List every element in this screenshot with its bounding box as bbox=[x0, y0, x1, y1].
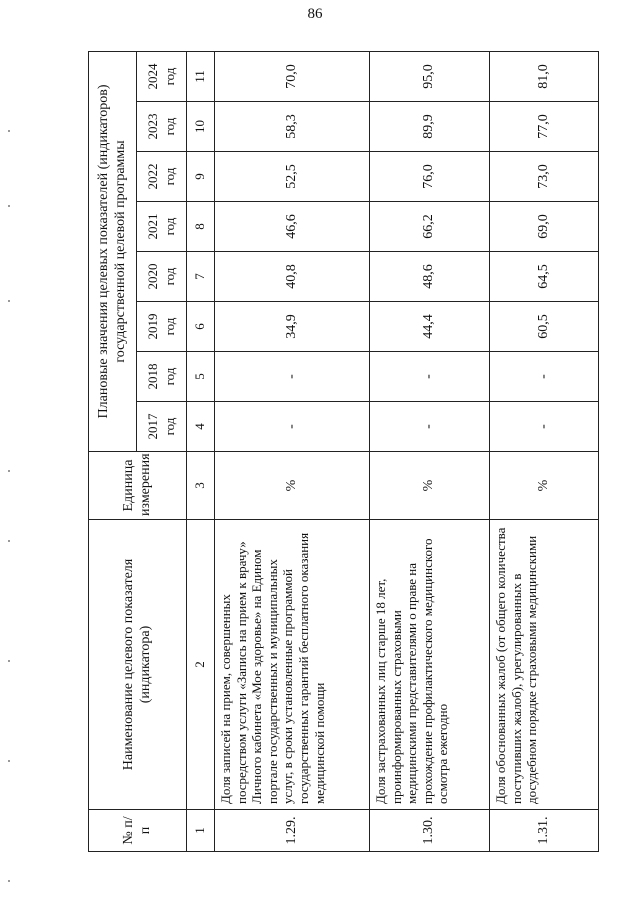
table-row bbox=[215, 51, 370, 851]
value-cell: 73,0 bbox=[490, 152, 599, 202]
indicators-table bbox=[88, 51, 599, 852]
header-year: 2020 год bbox=[137, 252, 187, 302]
value-cell: 48,6 bbox=[370, 252, 490, 302]
column-number: 2 bbox=[187, 520, 215, 810]
scan-margin-marks bbox=[0, 0, 20, 905]
column-number: 1 bbox=[187, 810, 215, 852]
header-year: 2018 год bbox=[137, 352, 187, 402]
indicator-name: Доля обоснованных жалоб (от общего количества поступивших жалоб), урегулированных в досудебном порядке страховыми медицинскими bbox=[490, 520, 599, 810]
column-number: 9 bbox=[187, 152, 215, 202]
value-cell: - bbox=[370, 352, 490, 402]
header-year: 2017 год bbox=[137, 402, 187, 452]
value-cell: 64,5 bbox=[490, 252, 599, 302]
column-number-row bbox=[187, 51, 215, 851]
value-cell: 77,0 bbox=[490, 102, 599, 152]
table-row bbox=[490, 51, 599, 851]
unit-cell: % bbox=[490, 452, 599, 520]
value-cell: - bbox=[490, 402, 599, 452]
value-cell: 76,0 bbox=[370, 152, 490, 202]
value-cell: - bbox=[370, 402, 490, 452]
header-year: 2023 год bbox=[137, 102, 187, 152]
column-number: 7 bbox=[187, 252, 215, 302]
value-cell: 70,0 bbox=[215, 51, 370, 101]
header-year: 2024 год bbox=[137, 51, 187, 101]
value-cell: 81,0 bbox=[490, 51, 599, 101]
header-no: № п/п bbox=[89, 810, 187, 852]
header-name: Наименование целевого показателя (индикатора) bbox=[89, 520, 187, 810]
column-number: 10 bbox=[187, 102, 215, 152]
column-number: 3 bbox=[187, 452, 215, 520]
unit-cell: % bbox=[215, 452, 370, 520]
value-cell: 40,8 bbox=[215, 252, 370, 302]
rotated-table-container bbox=[88, 52, 598, 852]
value-cell: - bbox=[215, 402, 370, 452]
value-cell: 66,2 bbox=[370, 202, 490, 252]
column-number: 4 bbox=[187, 402, 215, 452]
row-number: 1.30. bbox=[370, 810, 490, 852]
row-number: 1.31. bbox=[490, 810, 599, 852]
table-row bbox=[370, 51, 490, 851]
value-cell: 58,3 bbox=[215, 102, 370, 152]
column-number: 5 bbox=[187, 352, 215, 402]
value-cell: 34,9 bbox=[215, 302, 370, 352]
header-unit: Единица измерения bbox=[89, 452, 187, 520]
value-cell: 89,9 bbox=[370, 102, 490, 152]
column-number: 8 bbox=[187, 202, 215, 252]
indicator-name: Доля записей на прием, совершенных посредством услуги «Запись на прием к врачу» Личного кабинета «Мое здоровье» на Едином портале государственных и муниципальных услуг, в сроки установленные программой государственных гарантий бесплатного оказания медицинской помощи bbox=[215, 520, 370, 810]
value-cell: - bbox=[490, 352, 599, 402]
unit-cell: % bbox=[370, 452, 490, 520]
header-year: 2019 год bbox=[137, 302, 187, 352]
header-year: 2022 год bbox=[137, 152, 187, 202]
column-number: 11 bbox=[187, 51, 215, 101]
header-year: 2021 год bbox=[137, 202, 187, 252]
row-number: 1.29. bbox=[215, 810, 370, 852]
value-cell: - bbox=[215, 352, 370, 402]
value-cell: 69,0 bbox=[490, 202, 599, 252]
value-cell: 44,4 bbox=[370, 302, 490, 352]
indicator-name: Доля застрахованных лиц старше 18 лет, проинформированных страховыми медицинскими представителями о праве на прохождение профилактического медицинского осмотра ежегодно bbox=[370, 520, 490, 810]
value-cell: 95,0 bbox=[370, 51, 490, 101]
value-cell: 52,5 bbox=[215, 152, 370, 202]
value-cell: 46,6 bbox=[215, 202, 370, 252]
header-group: Плановые значения целевых показателей (индикаторов) государственной целевой программы bbox=[89, 51, 137, 451]
page-number: 86 bbox=[307, 6, 323, 22]
value-cell: 60,5 bbox=[490, 302, 599, 352]
column-number: 6 bbox=[187, 302, 215, 352]
